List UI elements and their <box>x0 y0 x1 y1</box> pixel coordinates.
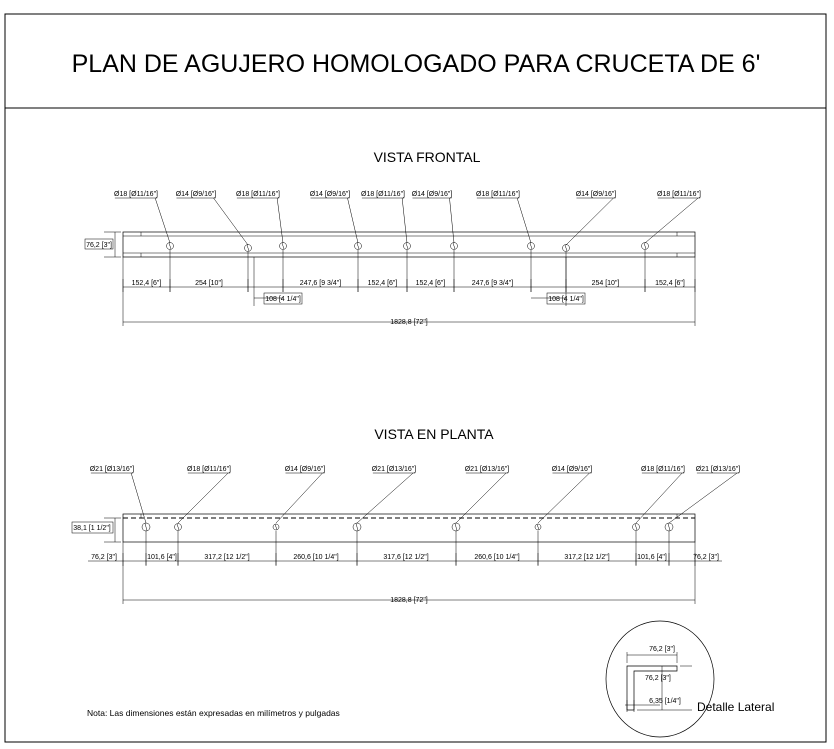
front-hole-group <box>167 243 649 293</box>
plan-overall-dimension <box>123 542 695 604</box>
plan-hole-label-1: Ø18 [Ø11/16"] <box>187 466 231 473</box>
front-spacing-3: 152,4 [6"] <box>367 280 398 287</box>
front-hole-label-3: Ø14 [Ø9/16"] <box>309 191 351 198</box>
front-hole-label-7: Ø14 [Ø9/16"] <box>575 191 617 198</box>
side-detail <box>606 621 714 737</box>
plan-spacing-6: 317,2 [12 1/2"] <box>564 554 610 561</box>
front-height-label: 76,2 [3"] <box>86 242 112 249</box>
front-offset-right: 108 [4 1/4"] <box>548 296 584 303</box>
plan-crossarm <box>123 514 695 542</box>
dimension-note: Nota: Las dimensiones están expresadas en milímetros y pulgadas <box>87 708 340 718</box>
plan-spacing-8: 76,2 [3"] <box>693 554 719 561</box>
front-view-heading: VISTA FRONTAL <box>373 149 481 165</box>
plan-overall-label: 1828,8 [72"] <box>390 597 428 604</box>
plan-hole-label-0: Ø21 [Ø13/16"] <box>89 466 135 473</box>
detail-width-label: 76,2 [3"] <box>649 646 675 653</box>
front-overall-dimension <box>123 257 695 326</box>
front-spacing-dimensions <box>123 279 695 292</box>
front-hole-label-6: Ø18 [Ø11/16"] <box>476 191 520 198</box>
front-overall-label: 1828,8 [72"] <box>390 319 428 326</box>
detail-thickness-label: 6,35 [1/4"] <box>649 698 681 705</box>
front-hole-label-0: Ø18 [Ø11/16"] <box>114 191 158 198</box>
plan-spacing-2: 317,2 [12 1/2"] <box>204 554 250 561</box>
plan-hole-label-2: Ø14 [Ø9/16"] <box>284 466 326 473</box>
plan-spacing-1: 101,6 [4"] <box>147 554 177 561</box>
front-hole-label-2: Ø18 [Ø11/16"] <box>236 191 280 198</box>
plan-height-dimension <box>72 518 121 542</box>
front-spacing-1: 254 [10"] <box>195 280 223 287</box>
detail-height-label: 76,2 [3"] <box>645 675 671 682</box>
plan-hole-labels <box>90 466 741 523</box>
front-height-dimension <box>85 232 121 257</box>
drawing-title: PLAN DE AGUJERO HOMOLOGADO PARA CRUCETA DE 6' <box>71 50 761 78</box>
front-spacing-4: 152,4 [6"] <box>415 280 446 287</box>
plan-spacing-7: 101,6 [4"] <box>637 554 667 561</box>
front-crossarm <box>123 232 695 257</box>
front-spacing-7: 152,4 [6"] <box>655 280 685 287</box>
front-spacing-6: 254 [10"] <box>591 280 620 287</box>
plan-hole-label-5: Ø14 [Ø9/16"] <box>551 466 593 473</box>
front-spacing-0: 152,4 [6"] <box>131 280 162 287</box>
plan-hole-label-4: Ø21 [Ø13/16"] <box>464 466 510 473</box>
plan-spacing-4: 317,6 [12 1/2"] <box>383 554 429 561</box>
plan-spacing-3: 260,6 [10 1/4"] <box>293 554 339 561</box>
front-spacing-2: 247,6 [9 3/4"] <box>299 280 342 287</box>
plan-hole-label-3: Ø21 [Ø13/16"] <box>371 466 417 473</box>
plan-spacing-5: 260,6 [10 1/4"] <box>474 554 520 561</box>
front-hole-label-1: Ø14 [Ø9/16"] <box>175 191 217 198</box>
plan-spacing-dimensions <box>88 553 722 566</box>
plan-height-label: 38,1 [1 1/2"] <box>73 525 111 532</box>
front-hole-label-5: Ø14 [Ø9/16"] <box>411 191 453 198</box>
plan-view-heading: VISTA EN PLANTA <box>374 426 494 442</box>
plan-hole-label-7: Ø21 [Ø13/16"] <box>695 466 741 473</box>
plan-spacing-0: 76,2 [3"] <box>91 554 117 561</box>
plan-hole-label-6: Ø18 [Ø11/16"] <box>641 466 685 473</box>
drawing-frame <box>5 14 826 742</box>
front-hole-label-8: Ø18 [Ø11/16"] <box>657 191 701 198</box>
front-spacing-5: 247,6 [9 3/4"] <box>471 280 514 287</box>
front-offset-left: 108 [4 1/4"] <box>265 296 301 303</box>
front-hole-label-4: Ø18 [Ø11/16"] <box>361 191 405 198</box>
detail-title: Detalle Lateral <box>697 700 775 714</box>
front-hole-labels <box>114 191 701 245</box>
